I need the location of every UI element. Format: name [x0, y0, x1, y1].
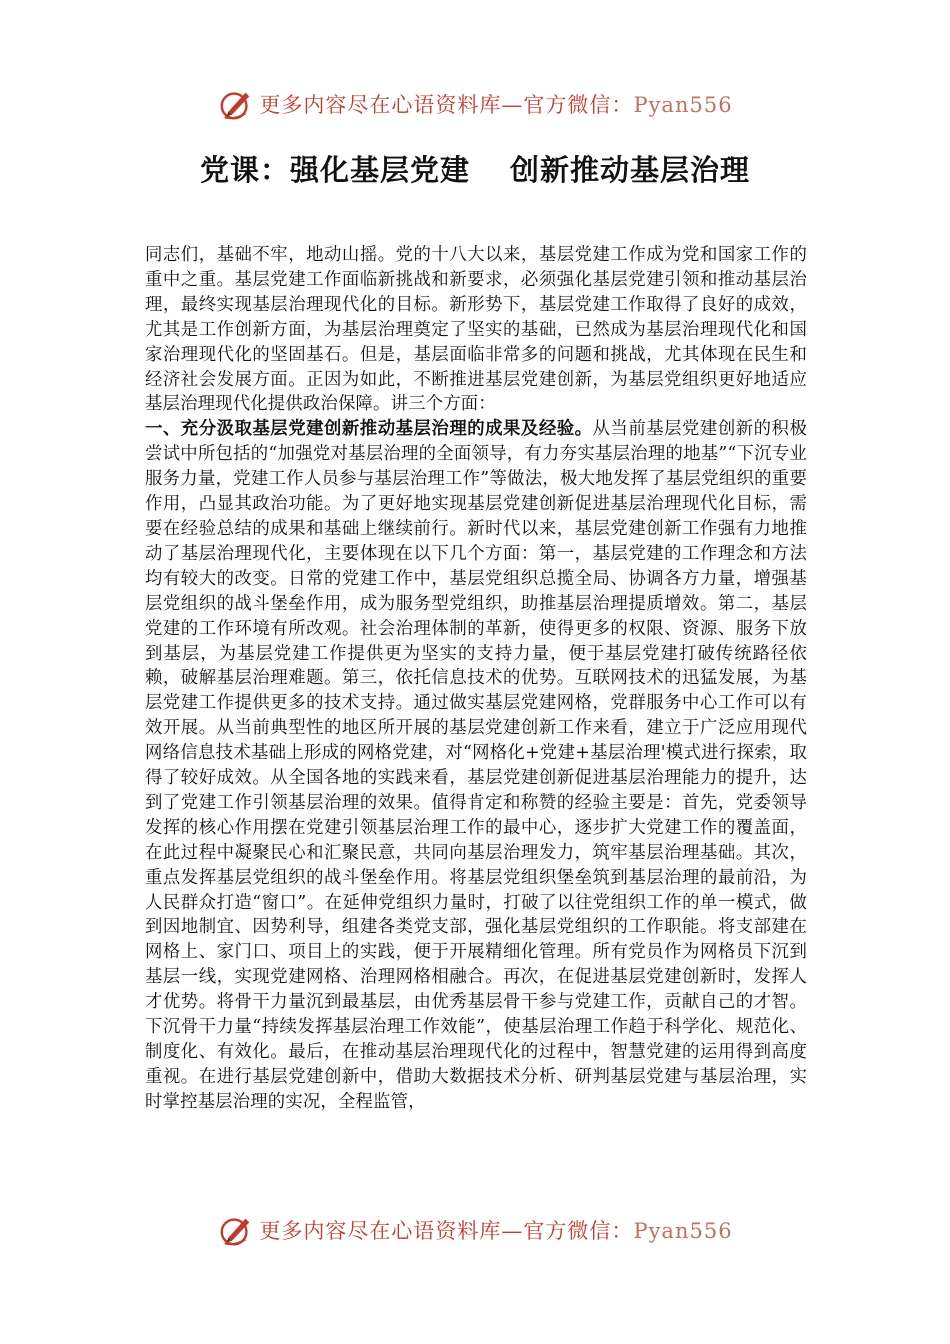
header-watermark-banner [0, 82, 950, 126]
pen-logo-icon [217, 85, 255, 123]
document-title [0, 148, 950, 189]
document-body [145, 243, 807, 1115]
title-part-1: 党课：强化基层党建 [199, 153, 470, 187]
banner-text: 更多内容尽在心语资料库—官方微信：Pyan556 [259, 93, 733, 117]
wechat-id: Pyan556 [633, 93, 733, 117]
pen-logo-icon [217, 1211, 255, 1249]
section-1-heading: 一、充分汲取基层党建创新推动基层治理的成果及经验。 [145, 419, 593, 440]
title-part-2: 创新推动基层治理 [510, 153, 751, 187]
banner-text: 更多内容尽在心语资料库—官方微信：Pyan556 [259, 1219, 733, 1243]
paragraph-intro: 同志们，基础不牢，地动山摇。党的十八大以来，基层党建工作成为党和国家工作的重中之重。基层党建工作面临新挑战和新要求，必须强化基层党建引领和推动基层治理，最终实现基层治理现代化的目标。新形势下，基层党建工作取得了良好的成效，尤其是工作创新方面，为基层治理奠定了坚实的基础，已然成为基层治理现代化和国家治理现代化的坚固基石。但是，基层面临非常多的问题和挑战，尤其体现在民生和经济社会发展方面。正因为如此，不断推进基层党建创新，为基层党组织更好地适应基层治理现代化提供政治保障。讲三个方面： [145, 245, 807, 415]
footer-watermark-banner [0, 1208, 950, 1252]
wechat-id: Pyan556 [633, 1219, 733, 1243]
section-1-body: 从当前基层党建创新的积极尝试中所包括的“加强党对基层治理的全面领导，有力夯实基层治理的地基”“下沉专业服务力量，党建工作人员参与基层治理工作”等做法，极大地发挥了基层党组织的重要作用，凸显其政治功能。为了更好地实现基层党建创新促进基层治理现代化目标，需要在经验总结的成果和基础上继续前行。新时代以来，基层党建创新工作强有力地推动了基层治理现代化，主要体现在以下几个方面：第一，基层党建的工作理念和方法均有较大的改变。日常的党建工作中，基层党组织总揽全局、协调各方力量，增强基层党组织的战斗堡垒作用，成为服务型党组织，助推基层治理提质增效。第二，基层党建的工作环境有所改观。社会治理体制的革新，使得更多的权限、资源、服务下放到基层，为基层党建工作提供更为坚实的支持力量，便于基层党建打破传统路径依赖，破解基层治理难题。第三，依托信息技术的优势。互联网技术的迅猛发展，为基层党建工作提供更多的技术支持。通过做实基层党建网格，党群服务中心工作可以有效开展。从当前典型性的地区所开展的基层党建创新工作来看，建立于广泛应用现代网络信息技术基础上形成的网格党建，对“网格化+党建+基层治理'模式进行探索，取得了较好成效。从全国各地的实践来看，基层党建创新促进基层治理能力的提升，达到了党建工作引领基层治理的效果。值得肯定和称赞的经验主要是：首先，党委领导发挥的核心作用摆在党建引领基层治理工作的最中心，逐步扩大党建工作的覆盖面，在此过程中凝聚民心和汇聚民意，共同向基层治理发力，筑牢基层治理基础。其次，重点发挥基层党组织的战斗堡垒作用。将基层党组织堡垒筑到基层治理的最前沿，为人民群众打造“窗口”。在延伸党组织力量时，打破了以往党组织工作的单一模式，做到因地制宜、因势利导，组建各类党支部，强化基层党组织的工作职能。将支部建在网格上、家门口、项目上的实践，便于开展精细化管理。所有党员作为网格员下沉到基层一线，实现党建网格、治理网格相融合。再次，在促进基层党建创新时，发挥人才优势。将骨干力量沉到最基层，由优秀基层骨干参与党建工作，贡献自己的才智。下沉骨干力量“持续发挥基层治理工作效能”，使基层治理工作趋于科学化、规范化、制度化、有效化。最后，在推动基层治理现代化的过程中，智慧党建的运用得到高度重视。在进行基层党建创新中，借助大数据技术分析、研判基层党建与基层治理，实时掌控基层治理的实况，全程监管， [145, 419, 807, 1112]
paragraph-section-1 [145, 417, 807, 1114]
